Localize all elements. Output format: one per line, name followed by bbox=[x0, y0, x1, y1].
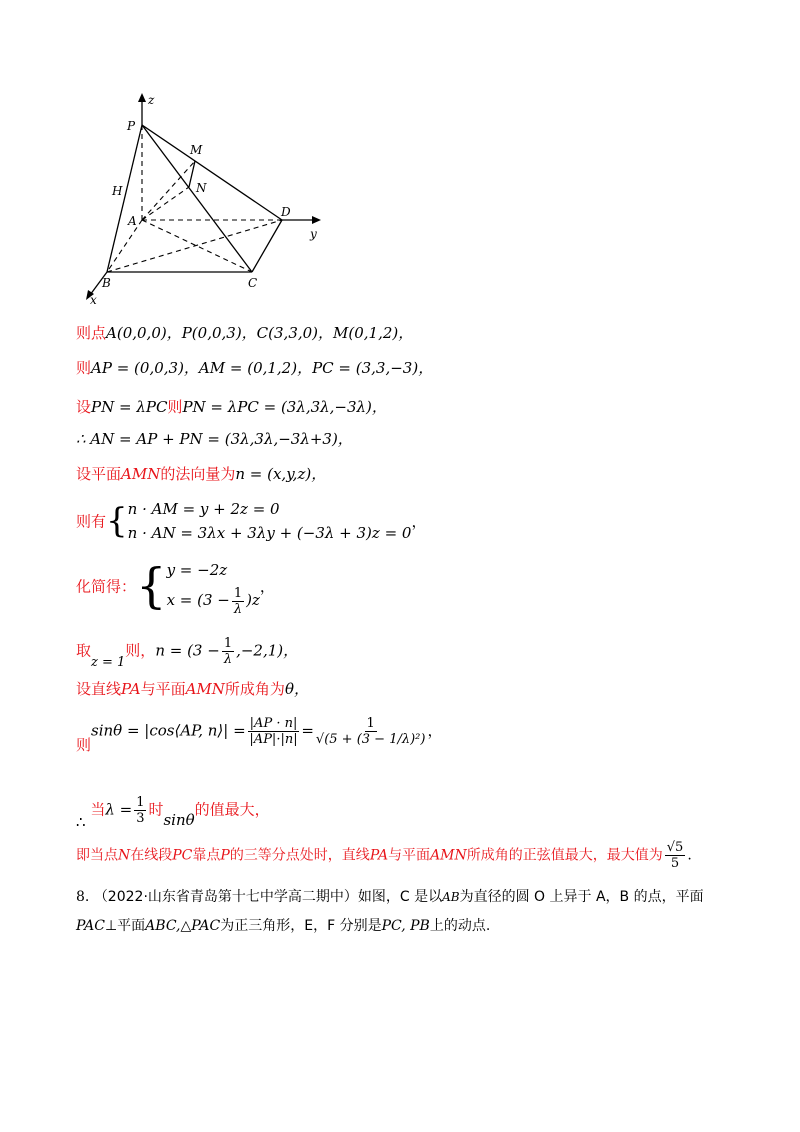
step-an: ∴ AN = AP + PN = (3λ,3λ,−3λ+3)， bbox=[76, 430, 353, 448]
brace: { bbox=[106, 501, 128, 541]
label-D: D bbox=[281, 205, 291, 219]
label-A: A bbox=[128, 214, 137, 228]
problem-8-line2: PAC⊥平面ABC,△PAC为正三角形，E，F 分别是PC, PB上的动点. bbox=[76, 918, 491, 934]
label-B: B bbox=[102, 276, 111, 290]
step-points: 则点A(0,0,0)，P(0,0,3)，C(3,3,0)，M(0,1,2)， bbox=[76, 324, 414, 342]
label-H: H bbox=[112, 184, 123, 198]
step-vectors: 则AP = (0,0,3)，AM = (0,1,2)，PC = (3,3,−3)， bbox=[76, 359, 434, 377]
problem-8-line1: 8. （2022·山东省青岛第十七中学高二期中）如图，C 是以AB为直径的圆 O 上异于 A，B 的点，平面 bbox=[76, 889, 704, 905]
label-P: P bbox=[127, 119, 136, 133]
label-x: x bbox=[90, 293, 97, 305]
label-y: y bbox=[310, 227, 317, 241]
step-system: 则有{ n · AM = y + 2z = 0 n · AN = 3λx + 3λy + (−3λ + 3)z = 0 ， bbox=[76, 500, 427, 542]
step-simplified: 化简得：{ y = −2z x = (3 − $\frac{1}{\lambda}$ )z ， bbox=[76, 557, 275, 617]
geometry-figure bbox=[70, 90, 330, 305]
step-angle: 设直线PA与平面AMN所成角为θ， bbox=[76, 680, 309, 698]
step-normal: 设平面AMN的法向量为n = (x,y,z)， bbox=[76, 465, 327, 483]
step-pn: 设PN = λPC则PN = λPC = (3λ,3λ,−3λ)， bbox=[76, 398, 387, 416]
label-M: M bbox=[190, 143, 203, 157]
step-sine: 则sinθ = |cos⟨AP, n⟩| = $\frac{|AP \cdot n|}{|AP|\cdot|n|}$ = $\frac{1}{\text{√(5 + (3 − 1/λ)²)}}$ ， bbox=[76, 716, 443, 754]
label-z: z bbox=[148, 93, 155, 107]
step-conclusion: 即当点N在线段PC靠点P的三等分点处时，直线PA与平面AMN所成角的正弦值最大，最大值为 $\frac{√5}{5}$ . bbox=[76, 840, 692, 871]
label-N: N bbox=[196, 181, 207, 195]
brace: { bbox=[136, 557, 167, 614]
step-take-z: 取z = 1则，n = (3 − $\frac{1}{\lambda}$ ,−2,1)， bbox=[76, 636, 299, 670]
step-max-condition: ∴ 当λ = $\frac{1}{3}$ 时sinθ的值最大， bbox=[76, 795, 270, 831]
label-C: C bbox=[248, 276, 258, 290]
